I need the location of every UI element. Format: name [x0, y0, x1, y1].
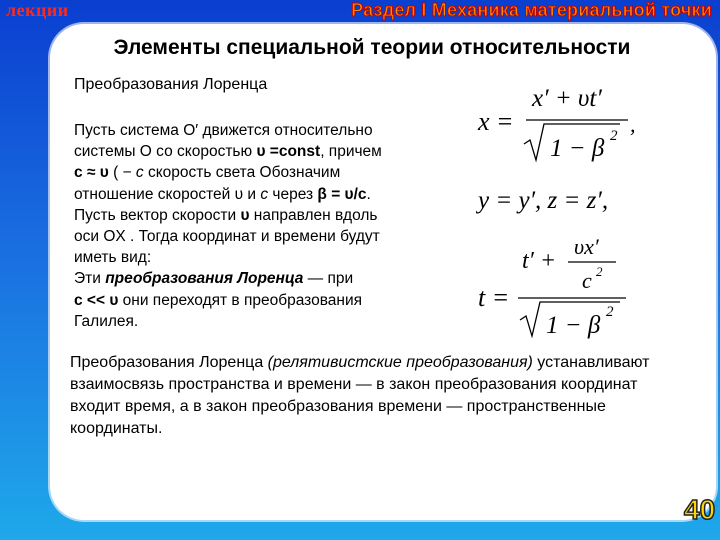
- page-number: 40: [684, 494, 716, 525]
- formula-t-lhs: t =: [478, 283, 510, 312]
- formula-x-comma: ,: [630, 112, 636, 137]
- slide-subtitle: Преобразования Лоренца: [74, 76, 268, 93]
- text: направлен вдоль: [249, 206, 378, 224]
- text: Преобразования Лоренца: [70, 354, 268, 371]
- velocity-symbol: υ: [240, 206, 250, 224]
- const-text: =const: [265, 143, 321, 161]
- formula-t-frac-num: υx′: [574, 234, 599, 259]
- para-line: [74, 205, 444, 226]
- formula-t-numerator-a: t′ +: [522, 248, 557, 274]
- text: .: [366, 185, 371, 203]
- text: ( −: [108, 164, 136, 182]
- lorentz-formulas: [470, 82, 690, 352]
- c-less-v: c << υ: [74, 291, 119, 309]
- formula-x-exponent: 2: [610, 128, 618, 144]
- section-title: Раздел I Механика материальной точки: [351, 0, 712, 20]
- text: Галилея.: [74, 312, 139, 330]
- text: Пусть вектор скорости: [74, 206, 241, 224]
- velocity-symbol: υ: [256, 143, 266, 161]
- para-line: [74, 120, 444, 141]
- c-symbol: c: [135, 164, 144, 182]
- para-line: [74, 226, 444, 247]
- text: — при: [303, 270, 354, 288]
- formula-t-denominator: 1 − β: [546, 312, 601, 339]
- c-approx-v: c ≈ υ: [74, 164, 109, 182]
- text: Эти: [74, 270, 106, 288]
- top-bar: [0, 0, 720, 22]
- brand-label: лекции: [6, 0, 69, 20]
- text: оси OX . Тогда координат и времени будут: [74, 228, 380, 246]
- slide-title: Элементы специальной теории относительности: [113, 36, 631, 59]
- formula-x-lhs: x =: [478, 107, 514, 136]
- para-line: [74, 162, 444, 183]
- para-line: [74, 141, 444, 162]
- para-line: [74, 247, 444, 268]
- beta-definition: β = υ/c: [317, 185, 367, 203]
- formula-t-frac-exp: 2: [596, 264, 603, 279]
- c-symbol: c: [260, 185, 269, 203]
- formula-x-numerator: x′ + υt′: [532, 85, 602, 112]
- formula-yz: y = y′, z = z′,: [478, 187, 609, 214]
- text: иметь вид:: [74, 249, 152, 267]
- text: устанавливают взаимосвязь пространства и времени — в закон преобразования координат входит время, а в закон преобразования времени — пространственные координаты.: [70, 354, 650, 437]
- lorentz-term: преобразования Лоренца: [105, 270, 304, 288]
- text: отношение скоростей υ и: [74, 185, 261, 203]
- formula-t-frac-den: c: [582, 268, 592, 293]
- text: Пусть система O′ движется относительно: [74, 122, 373, 139]
- summary-paragraph: [70, 352, 670, 440]
- para-line: [74, 184, 444, 205]
- formula-t-exponent: 2: [606, 304, 614, 320]
- relativistic-term: (релятивистские преобразования): [267, 354, 533, 371]
- intro-paragraph: [74, 120, 444, 332]
- text: системы O со скоростью: [74, 143, 257, 161]
- para-line: [74, 290, 444, 311]
- text: скорость света Обозначим: [143, 164, 341, 182]
- text: через: [268, 185, 318, 203]
- formula-x-denominator: 1 − β: [550, 135, 605, 162]
- para-line: [74, 268, 444, 289]
- para-line: [74, 311, 444, 332]
- text: , причем: [320, 143, 382, 161]
- text: они переходят в преобразования: [118, 291, 363, 309]
